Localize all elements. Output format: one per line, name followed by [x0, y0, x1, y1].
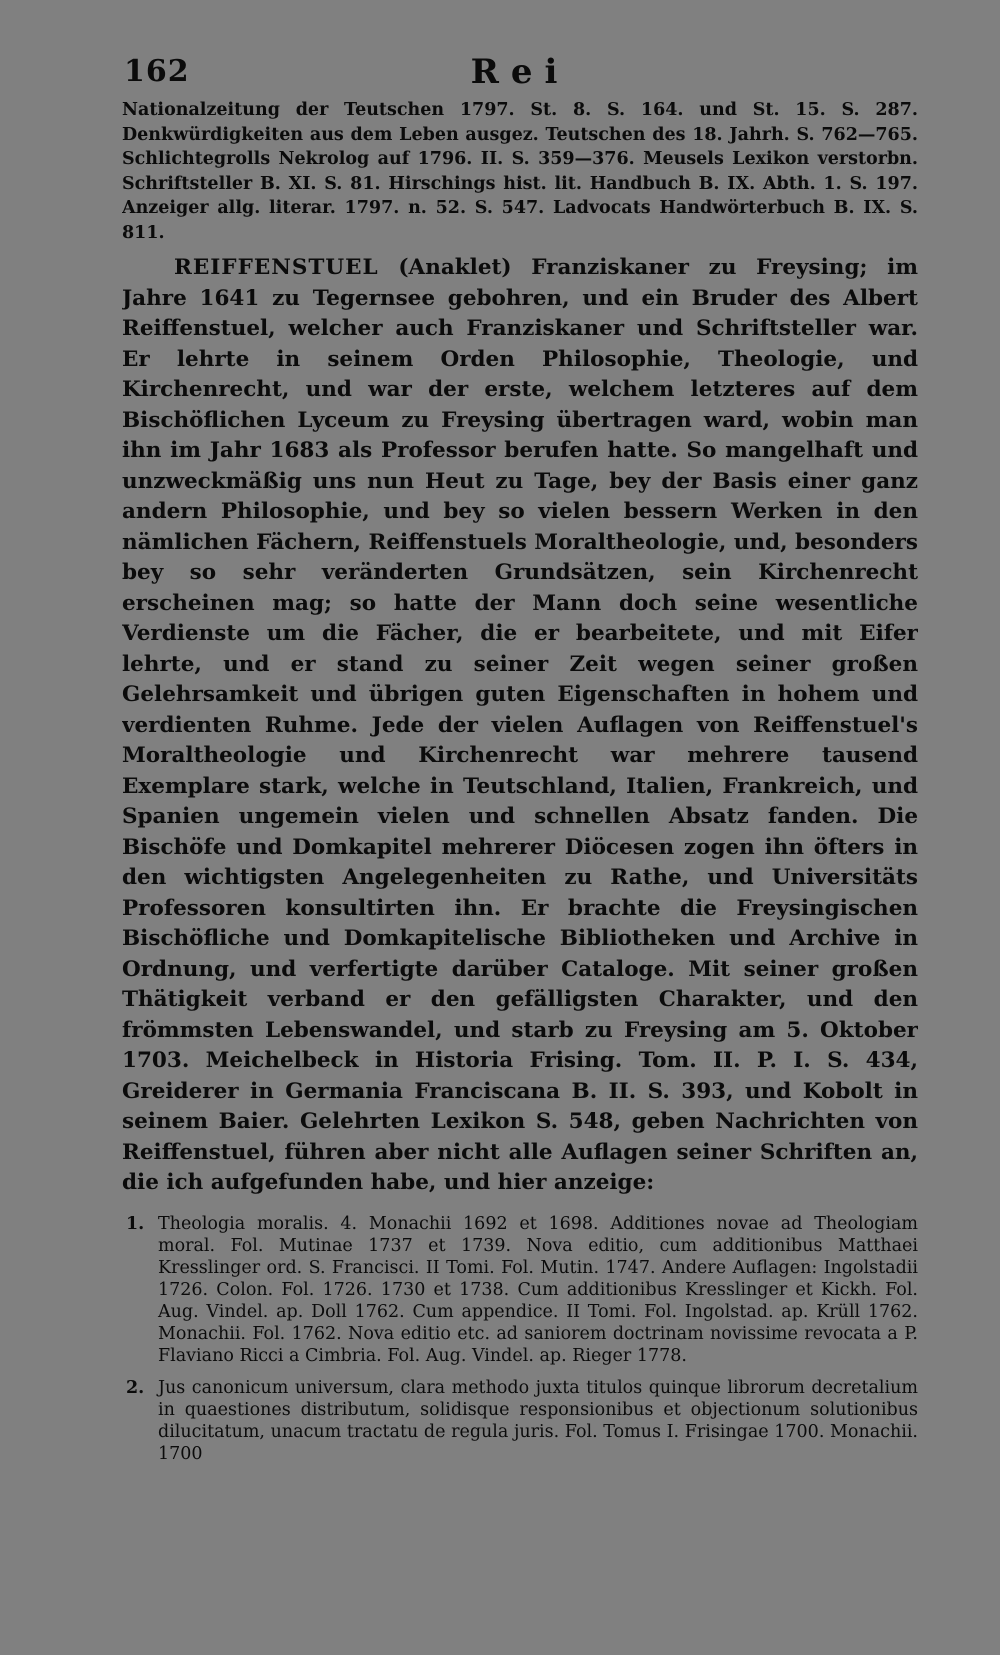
previous-entry-references: Nationalzeitung der Teutschen 1797. St. 8. S. 164. und St. 15. S. 287. Denkwürdigkeiten aus dem Leben ausgez. Teutschen des 18. Jahrh. S. 762—765. Schlichtegrolls Nekrolog auf 1796. II. S. 359—376. Meusels Lexikon verstorbn. Schriftsteller B. XI. S. 81. Hirschings hist. lit. Handbuch B. IX. Abth. 1. S. 197. Anzeiger allg. literar. 1797. n. 52. S. 547. Ladvocats Handwörterbuch B. IX. S. 811.: [122, 100, 918, 243]
page-number: 162: [124, 54, 190, 89]
running-head: Rei: [470, 52, 570, 92]
entry-reiffenstuel: [122, 253, 918, 1199]
work-text: Theologia moralis. 4. Monachii 1692 et 1698. Additiones novae ad Theologiam moral. Fol. Mutinae 1737 et 1739. Nova editio, cum additionibus Matthaei Kresslinger ord. S. Francisci. II Tomi. Fol. Mutin. 1747. Andere Auflagen: Ingolstadii 1726. Colon. Fol. 1726. 1730 et 1738. Cum additionibus Kresslinger et Kickh. Fol. Aug. Vindel. ap. Doll 1762. Cum appendice. II Tomi. Fol. Ingolstad. ap. Krüll 1762. Monachii. Fol. 1762. Nova editio etc. ad saniorem doctrinam novissime revocata a P. Flaviano Ricci a Cimbria. Fol. Aug. Vindel. ap. Rieger 1778.: [158, 1213, 918, 1366]
page-header: [122, 52, 918, 94]
document-page: [122, 52, 918, 1642]
list-item: [122, 1213, 918, 1367]
work-number: 1.: [126, 1213, 145, 1234]
works-list: [122, 1213, 918, 1465]
entry-body: (Anaklet) Franziskaner zu Freysing; im Jahre 1641 zu Tegernsee gebohren, und ein Bruder des Albert Reiffenstuel, welcher auch Franziskaner und Schriftsteller war. Er lehrte in seinem Orden Philosophie, Theologie, und Kirchenrecht, und war der erste, welchem letzteres auf dem Bischöflichen Lyceum zu Freysing übertragen ward, wobin man ihn im Jahr 1683 als Professor berufen hatte. So mangelhaft und unzweckmäßig uns nun Heut zu Tage, bey der Basis einer ganz andern Philosophie, und bey so vielen bessern Werken in den nämlichen Fächern, Reiffenstuels Moraltheologie, und, besonders bey so sehr veränderten Grundsätzen, sein Kirchenrecht erscheinen mag; so hatte der Mann doch seine wesentliche Verdienste um die Fächer, die er bearbeitete, und mit Eifer lehrte, und er stand zu seiner Zeit wegen seiner großen Gelehrsamkeit und übrigen guten Eigenschaften in hohem und verdienten Ruhme. Jede der vielen Auflagen von Reiffenstuel's Moraltheologie und Kirchenrecht war mehrere tausend Exemplare stark, welche in Teutschland, Italien, Frankreich, und Spanien ungemein vielen und schnellen Absatz fanden. Die Bischöfe und Domkapitel mehrerer Diöcesen zogen ihn öfters in den wichtigsten Angelegenheiten zu Rathe, und Universitäts Professoren konsultirten ihn. Er brachte die Freysingischen Bischöfliche und Domkapitelische Bibliotheken und Archive in Ordnung, und verfertigte darüber Cataloge. Mit seiner großen Thätigkeit verband er den gefälligsten Charakter, und den frömmsten Lebenswandel, und starb zu Freysing am 5. Oktober 1703. Meichelbeck in Historia Frising. Tom. II. P. I. S. 434, Greiderer in Germania Franciscana B. II. S. 393, und Kobolt in seinem Baier. Gelehrten Lexikon S. 548, geben Nachrichten von Reiffenstuel, führen aber nicht alle Auflagen seiner Schriften an, die ich aufgefunden habe, und hier anzeige:: [122, 255, 918, 1195]
work-text: Jus canonicum universum, clara methodo juxta titulos quinque librorum decretalium in quaestiones distributum, solidisque responsionibus et objectionum solutionibus dilucitatum, unacum tractatu de regula juris. Fol. Tomus I. Frisingae 1700. Monachii. 1700: [158, 1377, 918, 1464]
entry-headword: REIFFENSTUEL: [174, 255, 379, 280]
list-item: [122, 1377, 918, 1465]
work-number: 2.: [126, 1377, 145, 1398]
